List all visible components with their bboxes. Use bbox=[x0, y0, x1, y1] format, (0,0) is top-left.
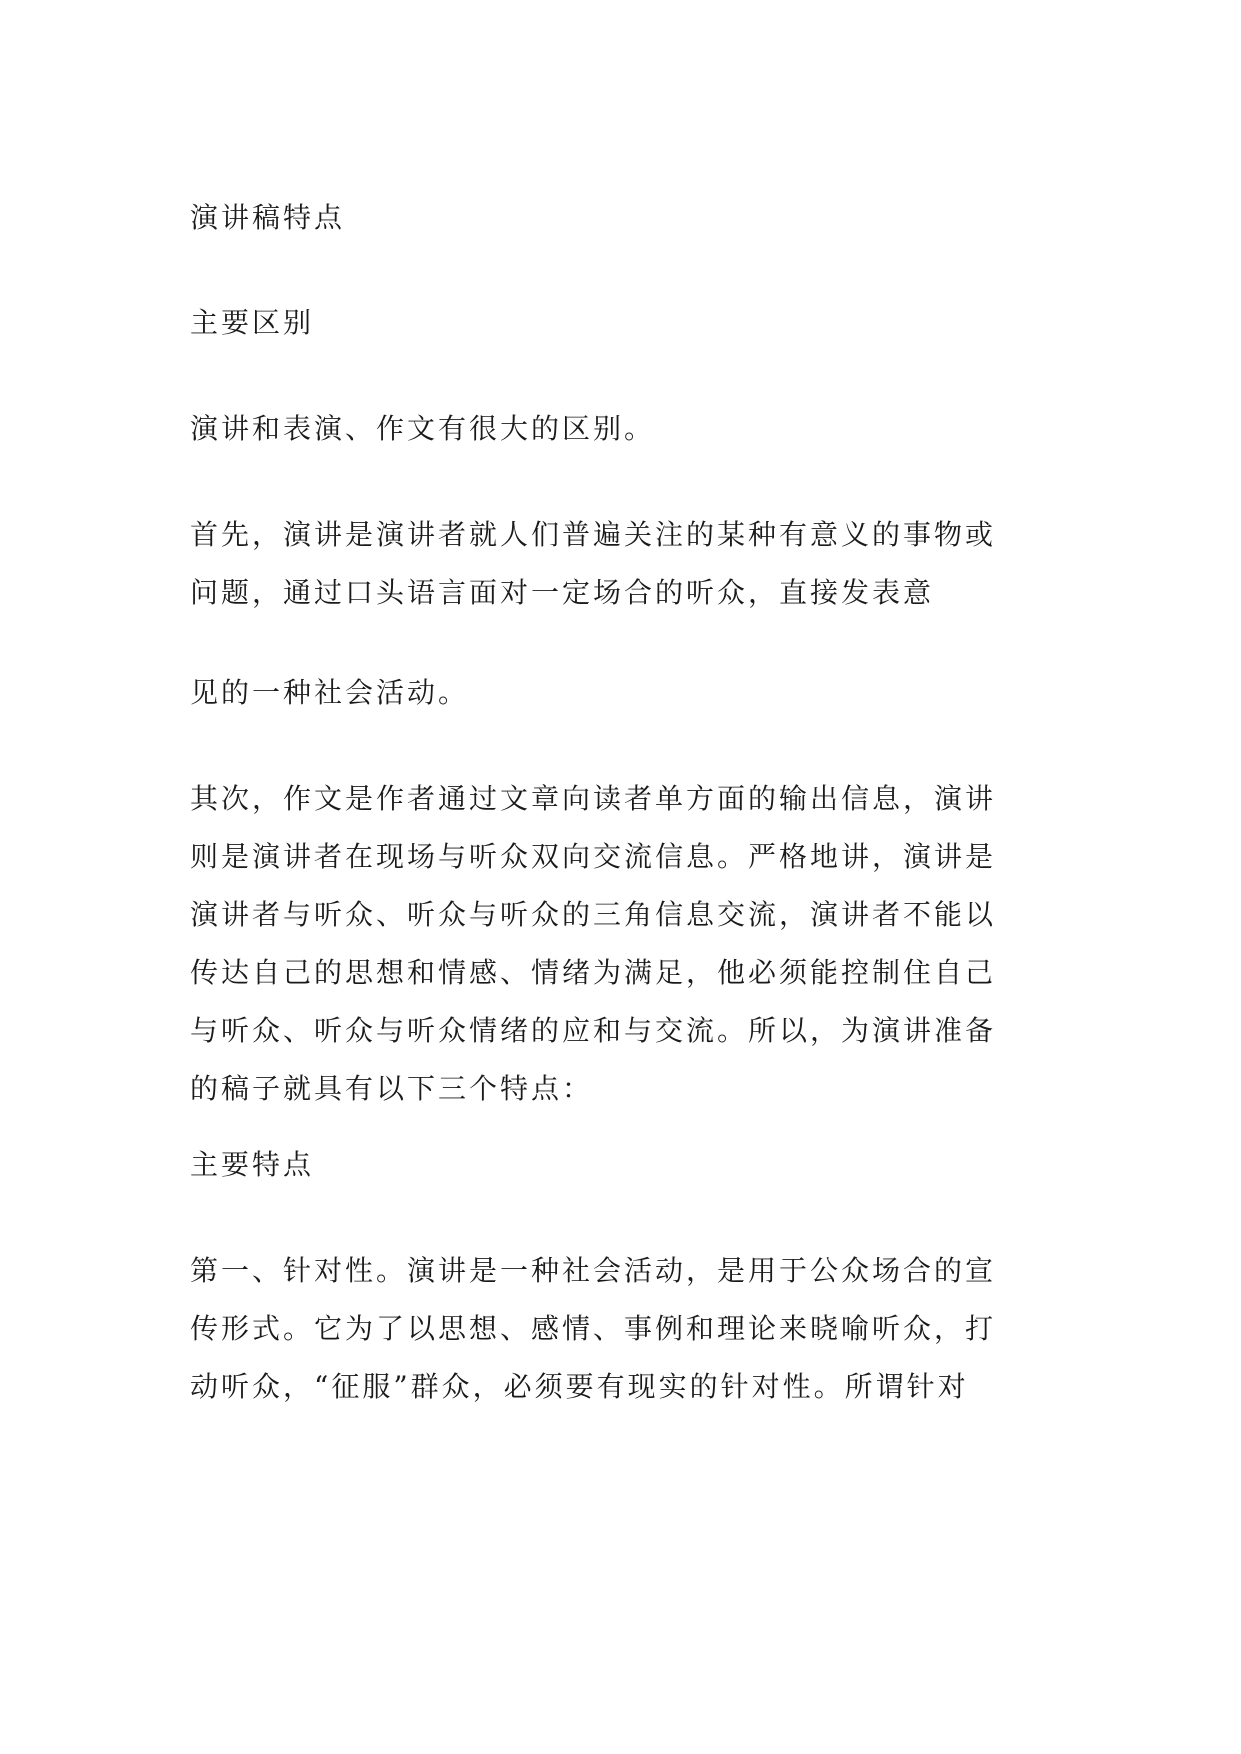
paragraph-line: 与听众、听众与听众情绪的应和与交流。所以，为演讲准备 bbox=[190, 1014, 997, 1047]
document-title: 演讲稿特点 bbox=[190, 201, 346, 234]
paragraph-line: 动听众，“征服”群众，必须要有现实的针对性。所谓针对 bbox=[190, 1370, 969, 1403]
heading-main-difference: 主要区别 bbox=[190, 306, 315, 339]
paragraph-line: 第一、针对性。演讲是一种社会活动，是用于公众场合的宣 bbox=[190, 1254, 997, 1287]
heading-main-features: 主要特点 bbox=[190, 1148, 315, 1181]
paragraph-line: 的稿子就具有以下三个特点： bbox=[190, 1072, 594, 1105]
paragraph-line: 问题，通过口头语言面对一定场合的听众，直接发表意 bbox=[190, 576, 935, 609]
paragraph-first-continued: 见的一种社会活动。 bbox=[190, 676, 470, 709]
paragraph-first bbox=[190, 506, 1070, 622]
paragraph-feature-one bbox=[190, 1242, 1070, 1416]
paragraph-line: 则是演讲者在现场与听众双向交流信息。严格地讲，演讲是 bbox=[190, 840, 997, 873]
paragraph-line: 其次，作文是作者通过文章向读者单方面的输出信息，演讲 bbox=[190, 782, 997, 815]
paragraph-line: 传达自己的思想和情感、情绪为满足，他必须能控制住自己 bbox=[190, 956, 997, 989]
paragraph-second bbox=[190, 770, 1070, 1118]
paragraph-line: 传形式。它为了以思想、感情、事例和理论来晓喻听众，打 bbox=[190, 1312, 997, 1345]
paragraph-line: 首先，演讲是演讲者就人们普遍关注的某种有意义的事物或 bbox=[190, 518, 997, 551]
paragraph-line: 演讲者与听众、听众与听众的三角信息交流，演讲者不能以 bbox=[190, 898, 997, 931]
paragraph-intro: 演讲和表演、作文有很大的区别。 bbox=[190, 412, 656, 445]
